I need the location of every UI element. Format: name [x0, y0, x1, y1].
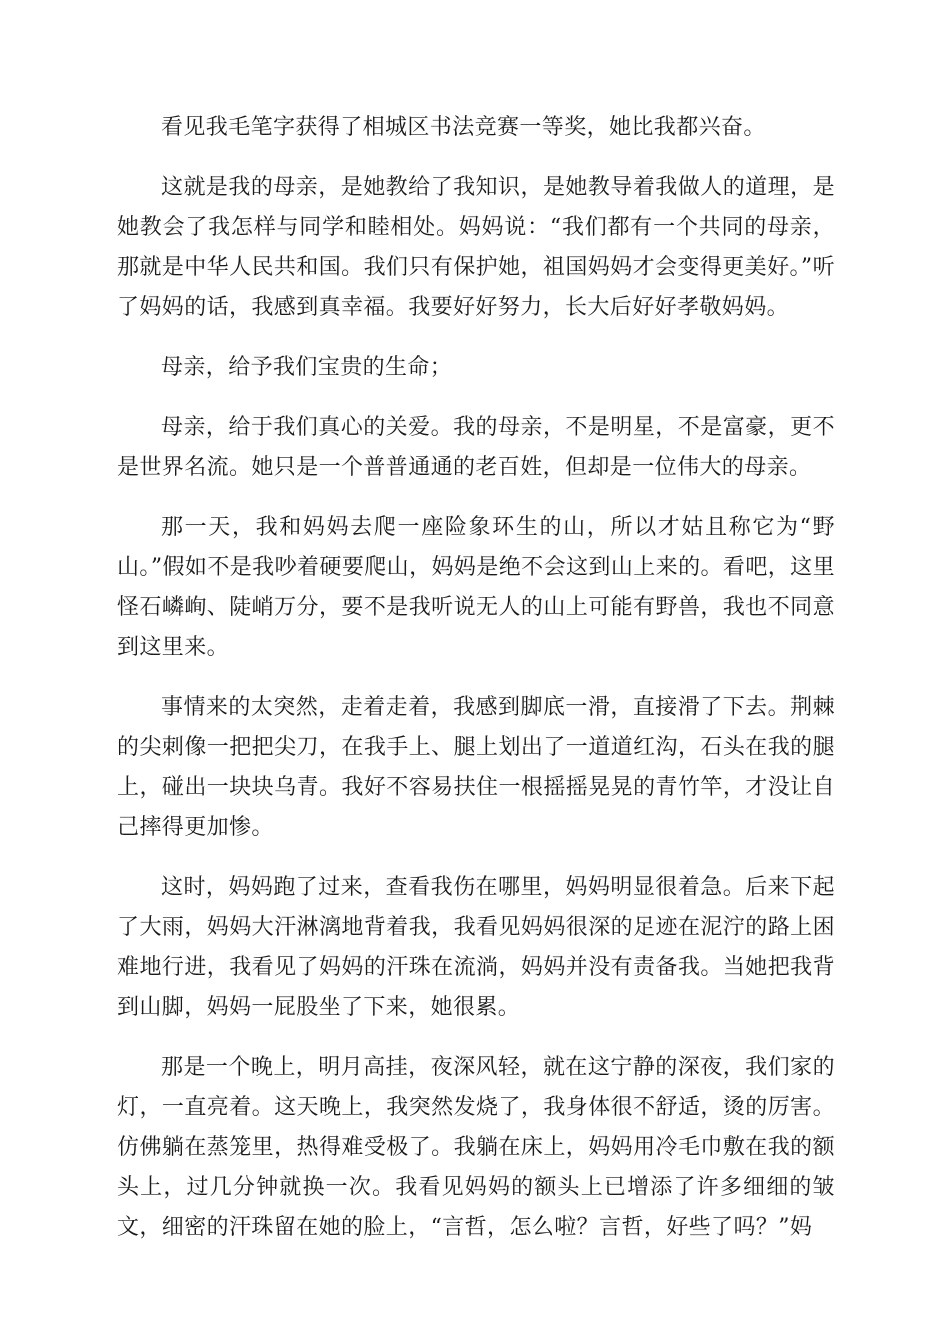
- paragraph-true-love: 母亲，给于我们真心的关爱。我的母亲，不是明星，不是富豪，更不是世界名流。她只是一个普普通通的老百姓，但却是一位伟大的母亲。: [117, 415, 835, 480]
- paragraph-mother-teaching: 这就是我的母亲，是她教给了我知识，是她教导着我做人的道理，是她教会了我怎样与同学和睦相处。妈妈说：“我们都有一个共同的母亲，那就是中华人民共和国。我们只有保护她，祖国妈妈才会变得更美好。”听了妈妈的话，我感到真幸福。我要好好努力，长大后好好孝敬妈妈。: [117, 175, 835, 320]
- paragraph-wild-mountain: 那一天，我和妈妈去爬一座险象环生的山，所以才姑且称它为“野山。”假如不是我吵着硬要爬山，妈妈是绝不会这到山上来的。看吧，这里怪石嶙峋、陡峭万分，要不是我听说无人的山上可能有野兽，我也不同意到这里来。: [117, 515, 835, 660]
- paragraph-fever-night: 那是一个晚上，明月高挂，夜深风轻，就在这宁静的深夜，我们家的灯，一直亮着。这天晚上，我突然发烧了，我身体很不舒适，烫的厉害。仿佛躺在蒸笼里，热得难受极了。我躺在床上，妈妈用冷毛巾敷在我的额头上，过几分钟就换一次。我看见妈妈的额头上已增添了许多细细的皱文，细密的汗珠留在她的脸上，“言哲，怎么啦？言哲，好些了吗？”妈: [117, 1055, 835, 1240]
- paragraph-slip-fall: 事情来的太突然，走着走着，我感到脚底一滑，直接滑了下去。荆棘的尖刺像一把把尖刀，在我手上、腿上划出了一道道红沟，石头在我的腿上，碰出一块块乌青。我好不容易扶住一根摇摇晃晃的青竹竿，才没让自己摔得更加惨。: [117, 695, 835, 840]
- paragraph-precious-life: 母亲，给予我们宝贵的生命；: [161, 355, 453, 380]
- paragraph-carried-home: 这时，妈妈跑了过来，查看我伤在哪里，妈妈明显很着急。后来下起了大雨，妈妈大汗淋漓地背着我，我看见妈妈很深的足迹在泥泞的路上困难地行进，我看见了妈妈的汗珠在流淌，妈妈并没有责备我。当她把我背到山脚，妈妈一屁股坐了下来，她很累。: [117, 875, 835, 1020]
- document-body: [117, 108, 835, 1268]
- paragraph-award: 看见我毛笔字获得了相城区书法竞赛一等奖，她比我都兴奋。: [161, 115, 766, 140]
